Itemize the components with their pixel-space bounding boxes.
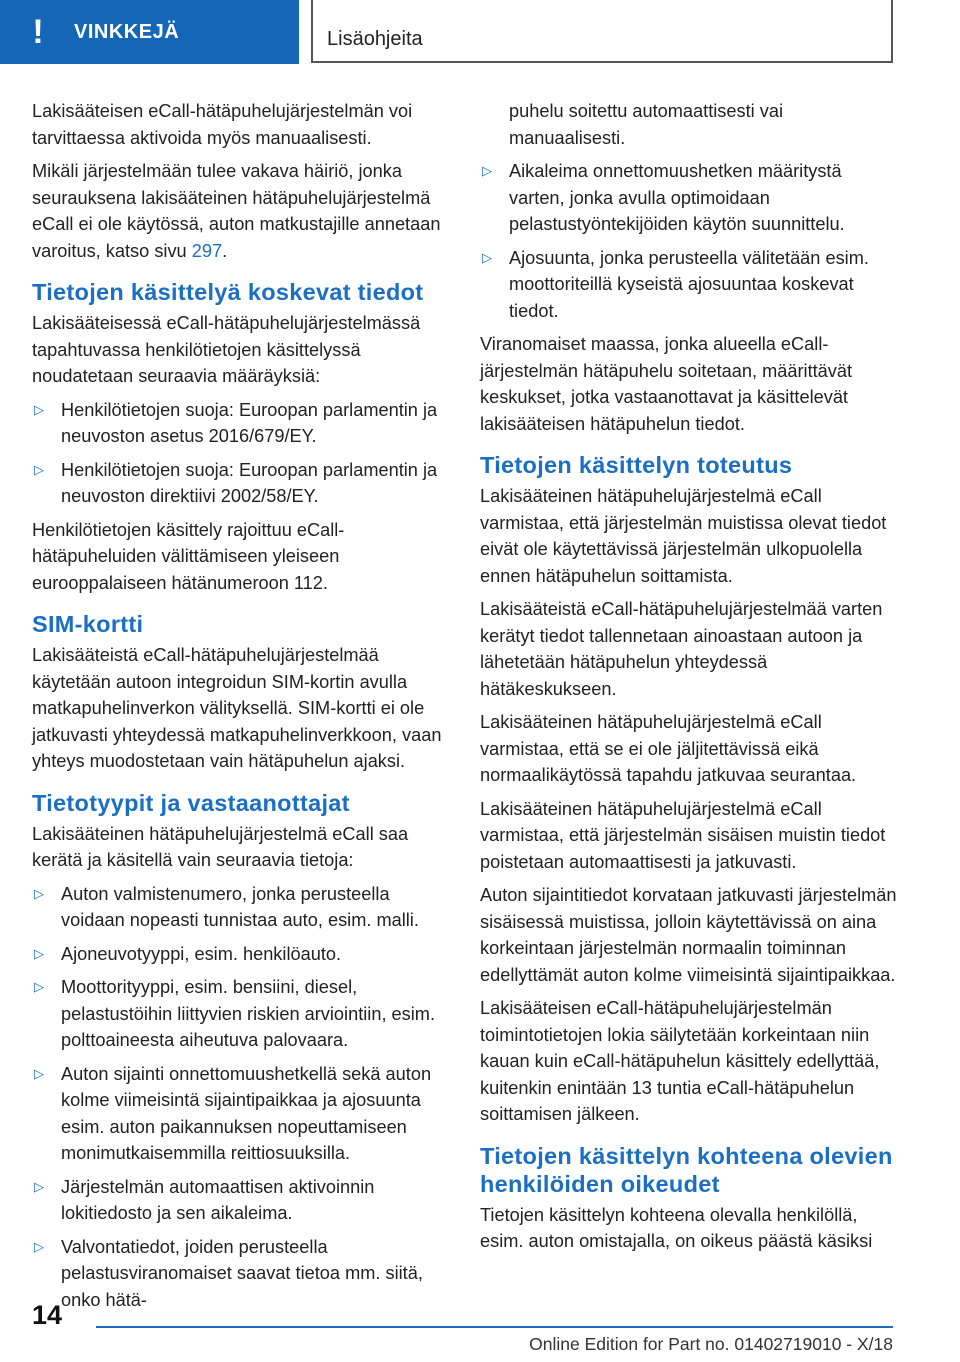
- list-item: [480, 158, 900, 238]
- list-item: [32, 1061, 452, 1167]
- triangle-bullet-icon: ▷: [34, 1178, 44, 1194]
- list-item: [32, 881, 452, 934]
- list-item: [480, 245, 900, 325]
- triangle-bullet-icon: ▷: [34, 1238, 44, 1254]
- right-column: [480, 98, 900, 1262]
- list-item: [32, 397, 452, 450]
- triangle-bullet-icon: ▷: [34, 401, 44, 417]
- footer-edition: Online Edition for Part no. 01402719010 - X/18: [529, 1334, 893, 1354]
- list-item-text: Valvontatiedot, joiden perusteella pelastusviranomaiset saavat tietoa mm. siitä, onko hätä-: [61, 1236, 423, 1310]
- paragraph: Lakisääteinen hätäpuhelujärjestelmä eCall varmistaa, että järjestelmän sisäisen muistin tiedot poistetaan automaattisesti ja jatkuvasti.: [480, 798, 886, 872]
- list-item-text: Järjestelmän automaattisen aktivoinnin lokitiedosto ja sen aikaleima.: [61, 1176, 375, 1223]
- triangle-bullet-icon: ▷: [34, 945, 44, 961]
- list-item: [32, 974, 452, 1054]
- paragraph: Lakisääteisen eCall-hätäpuhelujärjestelmän voi tarvittaessa aktivoida myös manuaalisesti.: [32, 101, 413, 148]
- list-item: [32, 1234, 452, 1314]
- list-item: [32, 457, 452, 510]
- footer-divider: [96, 1326, 893, 1328]
- list-item-text: Ajosuunta, jonka perusteella välitetään esim. moottoriteillä kyseistä ajosuuntaa koskevat tiedot.: [509, 247, 869, 321]
- section-heading: Tietotyypit ja vastaanottajat: [32, 789, 350, 816]
- list-item-text: Auton valmistenumero, jonka perusteella voidaan nopeasti tunnistaa auto, esim. malli.: [61, 883, 419, 930]
- paragraph: Lakisääteisen eCall-hätäpuhelujärjestelmän toimintotietojen lokia säilytetään korkeintaan niin kauan kuin eCall-hätäpuhelun käsittely edellyttää, kuitenkin enintään 13 tuntia eCall-hätäpuhelun soittamisen jälkeen.: [480, 998, 880, 1124]
- list-item-continued: [480, 98, 900, 151]
- list-item-text: puhelu soitettu automaattisesti vai manuaalisesti.: [509, 101, 783, 148]
- paragraph: Lakisääteinen hätäpuhelujärjestelmä eCall saa kerätä ja käsitellä vain seuraavia tietoja:: [32, 823, 409, 870]
- list-item-text: Auton sijainti onnettomuushetkellä sekä auton kolme viimeisintä sijaintipaikkaa ja ajosuunta esim. auton paikannuksen nopeuttamiseen monimutkaisemmilla reittiosuuksilla.: [61, 1063, 432, 1163]
- paragraph: Lakisääteinen hätäpuhelujärjestelmä eCall varmistaa, että se ei ole jäljitettävissä eikä normaalikäytössä tapahdu jatkuvaa seurantaa.: [480, 712, 857, 785]
- page-link[interactable]: 297: [191, 240, 223, 261]
- triangle-bullet-icon: ▷: [34, 885, 44, 901]
- header-tab-label: VINKKEJÄ: [74, 20, 180, 43]
- paragraph: [32, 158, 452, 264]
- triangle-bullet-icon: ▷: [34, 461, 44, 477]
- section-heading: Tietojen käsittelyn toteutus: [480, 452, 793, 478]
- paragraph: Auton sijaintitiedot korvataan jatkuvasti järjestelmän sisäisessä muistissa, jolloin käytettävissä on aina korkeintaan järjestelmän normaalin toiminnan edellyttämät auton kolme viimeisintä sijaintipaikkaa.: [480, 885, 897, 985]
- section-heading: Tietojen käsittelyä koskevat tiedot: [32, 279, 424, 305]
- paragraph: Lakisääteisessä eCall-hätäpuhelujärjestelmässä tapahtuvassa henkilötietojen käsittelyssä noudatetaan seuraavia määräyksiä:: [32, 313, 421, 386]
- bullet-list: [32, 397, 452, 510]
- triangle-bullet-icon: ▷: [34, 979, 44, 994]
- list-item-text: Moottorityyppi, esim. bensiini, diesel, pelastustöihin liittyvien riskien arviointiin, esim. polttoaineesta aiheutuva palovaara.: [61, 977, 436, 1050]
- triangle-bullet-icon: ▷: [482, 249, 492, 265]
- triangle-bullet-icon: ▷: [34, 1065, 44, 1081]
- header-section: [311, 0, 893, 63]
- paragraph: Henkilötietojen käsittely rajoittuu eCall-hätäpuheluiden välittämiseen yleiseen eurooppalaiseen hätänumeroon 112.: [32, 519, 345, 593]
- list-item-text: Henkilötietojen suoja: Euroopan parlamentin ja neuvoston direktiivi 2002/58/EY.: [61, 459, 438, 506]
- list-item-text: Henkilötietojen suoja: Euroopan parlamentin ja neuvoston asetus 2016/679/EY.: [61, 399, 438, 446]
- left-column: [32, 98, 452, 1320]
- section-title: Lisäohjeita: [327, 28, 423, 50]
- list-item-text: Aikaleima onnettomuushetken määritystä varten, jonka avulla optimoidaan pelastustyöntekijöiden käytön suunnittelu.: [509, 161, 845, 234]
- list-item: [32, 941, 452, 968]
- section-heading: SIM-kortti: [32, 611, 144, 637]
- paragraph-end: .: [222, 240, 228, 261]
- paragraph: Lakisääteinen hätäpuhelujärjestelmä eCall varmistaa, että järjestelmän muistissa olevat tiedot eivät ole käytettävissä järjestelmän ulkopuolella ennen hätäpuhelun soittamista.: [480, 486, 887, 586]
- section-heading: Tietojen käsittelyn kohteena olevien henkilöiden oikeudet: [480, 1142, 893, 1197]
- list-item: [32, 1174, 452, 1227]
- paragraph-text: Mikäli järjestelmään tulee vakava häiriö, jonka seurauksena lakisääteinen hätäpuhelujärjestelmä eCall ei ole käytössä, auton matkustajille annetaan varoitus, katso sivu: [32, 161, 441, 261]
- bullet-list: [480, 98, 900, 324]
- paragraph: Lakisääteistä eCall-hätäpuhelujärjestelmää käytetään autoon integroidun SIM-kortin avulla matkapuhelinverkon välityksellä. SIM-kortti ei ole jatkuvasti yhteydessä matkapuhelinverkkoon, vaan yhteys muodostetaan vain hätäpuhelun ajaksi.: [32, 645, 442, 771]
- list-item-text: Ajoneuvotyyppi, esim. henkilöauto.: [61, 943, 342, 964]
- page-number: 14: [32, 1300, 63, 1330]
- exclamation-icon: !: [32, 13, 44, 51]
- paragraph: Tietojen käsittelyn kohteena olevalla henkilöllä, esim. auton omistajalla, on oikeus päästä käsiksi: [480, 1204, 873, 1251]
- header-tab: [0, 0, 299, 64]
- paragraph: Viranomaiset maassa, jonka alueella eCall-järjestelmän hätäpuhelu soitetaan, määrittävät keskukset, jotka vastaanottavat ja käsittelevät lakisääteisen hätäpuhelun tiedot.: [480, 334, 853, 434]
- triangle-bullet-icon: ▷: [482, 163, 492, 178]
- paragraph: Lakisääteistä eCall-hätäpuhelujärjestelmää varten kerätyt tiedot tallennetaan ainoastaan autoon ja lähetetään hätäpuhelun yhteydessä hätäkeskukseen.: [480, 599, 883, 699]
- bullet-list: [32, 881, 452, 1314]
